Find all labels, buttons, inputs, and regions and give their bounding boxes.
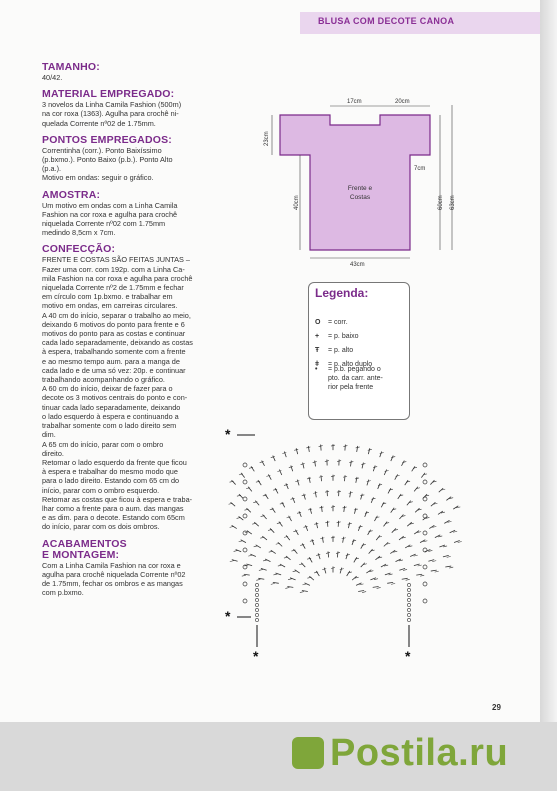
stitch-bar xyxy=(399,560,403,561)
stitch-bar xyxy=(288,579,292,580)
chart-marker-3: * xyxy=(405,648,411,664)
double-crochet-symbol-icon: Ŧ xyxy=(315,347,320,354)
stitch-mark xyxy=(399,515,403,519)
stitch-bar xyxy=(259,569,263,570)
legend-item-corr: O = corr. xyxy=(315,319,348,326)
stitch-mark xyxy=(354,508,356,514)
stitch-bar xyxy=(360,584,364,585)
stitch-mark xyxy=(287,586,293,587)
stitch-bar xyxy=(375,517,379,518)
stitch-mark xyxy=(273,582,279,583)
stitch-bar xyxy=(438,536,442,537)
stitch-bar xyxy=(389,574,393,575)
stitch-mark xyxy=(410,554,415,556)
stitch-mark xyxy=(258,480,261,485)
stitch-mark xyxy=(358,591,364,592)
chain-stitch xyxy=(243,480,247,484)
stitch-bar xyxy=(285,587,289,588)
stitch-mark xyxy=(378,483,380,489)
dim-7cm: 7cm xyxy=(414,166,426,172)
stitch-bar xyxy=(377,587,381,588)
stitch-mark xyxy=(351,461,352,467)
stitch-mark xyxy=(361,494,363,500)
stitch-mark xyxy=(279,522,283,527)
stitch-mark xyxy=(387,582,393,583)
stitch-bar xyxy=(242,575,246,576)
chain-stitch xyxy=(255,593,258,596)
stitch-bar xyxy=(428,550,432,551)
stitch-mark xyxy=(354,557,357,562)
dim-60cm: 60cm xyxy=(438,195,444,210)
legend-item-pbaixo: + = p. baixo xyxy=(315,333,359,340)
dim-63cm: 63cm xyxy=(450,195,456,210)
chart-marker-2: * xyxy=(253,648,259,664)
chart-marker-0: * xyxy=(225,426,231,442)
stitch-mark xyxy=(361,563,365,567)
stitch-mark xyxy=(439,488,443,492)
stitch-mark xyxy=(352,539,354,545)
legend-item-palto: Ŧ = p. alto xyxy=(315,347,354,354)
treble-crochet-symbol-icon: ǂ xyxy=(315,361,320,368)
stitch-bar xyxy=(302,584,306,585)
chain-stitch xyxy=(407,603,410,606)
chain-stitch xyxy=(255,603,258,606)
stitch-bar xyxy=(389,489,393,490)
stitch-bar xyxy=(271,583,275,584)
stitch-mark xyxy=(402,578,408,579)
stitch-bar xyxy=(269,551,273,552)
stitch-mark xyxy=(405,480,408,485)
stitch-bar xyxy=(271,457,275,458)
chain-stitch xyxy=(255,618,258,621)
stitch-mark xyxy=(392,528,396,532)
chain-stitch xyxy=(407,598,410,601)
stitch-mark xyxy=(344,475,345,481)
stitch-mark xyxy=(352,576,357,580)
stitch-mark xyxy=(384,542,388,546)
stitch-mark xyxy=(231,502,236,506)
stitch-bar xyxy=(369,531,373,532)
stitch-mark xyxy=(421,473,425,478)
stitch-mark xyxy=(391,456,393,461)
chain-stitch xyxy=(423,497,427,501)
stitch-bar xyxy=(239,541,243,542)
stitch-mark xyxy=(254,522,259,526)
stitch-mark xyxy=(286,556,291,560)
section-heading-acabamentos: ACABAMENTOS E MONTAGEM: xyxy=(42,537,127,561)
stitch-bar xyxy=(273,574,277,575)
stitch-bar xyxy=(256,579,260,580)
stitch-mark xyxy=(337,551,338,557)
stitch-bar xyxy=(234,550,238,551)
stitch-mark xyxy=(232,480,236,484)
stitch-mark xyxy=(262,536,267,540)
stitch-mark xyxy=(391,508,394,513)
garment-schematic xyxy=(250,90,465,270)
stitch-mark xyxy=(279,469,281,475)
dim-23cm: 23cm xyxy=(264,131,270,146)
chain-stitch xyxy=(423,531,427,535)
stitch-mark xyxy=(388,488,391,493)
stitch-mark xyxy=(268,474,271,479)
stitch-mark xyxy=(356,583,361,586)
stitch-mark xyxy=(398,494,401,499)
stitch-mark xyxy=(272,508,275,513)
stitch-bar xyxy=(458,542,462,543)
stitch-mark xyxy=(435,535,440,538)
stitch-bar xyxy=(453,531,457,532)
stitch-mark xyxy=(380,451,382,457)
stitch-mark xyxy=(316,571,319,576)
chain-stitch xyxy=(407,613,410,616)
stitch-mark xyxy=(293,549,297,554)
stitch-mark xyxy=(356,477,357,483)
stitch-bar xyxy=(374,579,378,580)
chain-stitch xyxy=(243,514,247,518)
stitch-mark xyxy=(384,522,388,527)
stitch-mark xyxy=(263,515,267,519)
stitch-mark xyxy=(362,463,363,469)
stitch-bar xyxy=(355,558,359,559)
page-number: 29 xyxy=(492,703,501,712)
stitch-bar xyxy=(263,560,267,561)
stitch-mark xyxy=(373,466,375,472)
chain-stitch xyxy=(407,593,410,596)
stitch-bar xyxy=(300,592,304,593)
stitch-mark xyxy=(248,487,252,492)
stitch-bar xyxy=(378,484,382,485)
stitch-mark xyxy=(315,491,316,497)
watermark-text: Postila.ru xyxy=(330,732,509,774)
section-heading-material: MATERIAL EMPREGADO: xyxy=(42,88,175,101)
stitch-mark xyxy=(273,456,275,461)
stitch-mark xyxy=(308,446,309,452)
chain-stitch xyxy=(243,463,247,467)
stitch-mark xyxy=(239,516,244,520)
stitch-mark xyxy=(368,448,369,454)
stitch-mark xyxy=(251,466,254,471)
stitch-bar xyxy=(406,579,410,580)
stitch-mark xyxy=(347,571,350,576)
stitch-mark xyxy=(295,570,300,573)
stitch-mark xyxy=(282,502,285,507)
stitch-mark xyxy=(244,574,250,575)
chain-stitch xyxy=(423,463,427,467)
chain-stitch xyxy=(243,548,247,552)
stitch-mark xyxy=(407,522,412,526)
stitch-mark xyxy=(302,543,305,548)
stitch-mark xyxy=(365,511,367,517)
stitch-mark xyxy=(343,537,344,543)
stitch-mark xyxy=(241,473,245,478)
chain-stitch xyxy=(255,598,258,601)
stitch-mark xyxy=(361,543,364,548)
stitch-mark xyxy=(373,586,379,587)
stitch-mark xyxy=(430,480,434,484)
crochet-chart xyxy=(215,425,470,665)
stitch-bar xyxy=(418,565,422,566)
stitch-bar xyxy=(278,565,282,566)
stitch-mark xyxy=(309,576,314,580)
chain-stitch xyxy=(407,618,410,621)
stitch-mark xyxy=(450,530,455,533)
stitch-mark xyxy=(262,461,265,466)
stitch-bar xyxy=(284,484,288,485)
chart-marker-1: * xyxy=(225,608,231,624)
stitch-bar xyxy=(362,544,366,545)
page-edge-shadow xyxy=(540,0,557,730)
stitch-mark xyxy=(271,550,276,553)
chain-stitch xyxy=(243,582,247,586)
chain-stitch xyxy=(407,608,410,611)
stitch-mark xyxy=(358,525,360,531)
stitch-bar xyxy=(391,457,395,458)
legend-title: Legenda: xyxy=(315,286,369,300)
stitch-mark xyxy=(309,477,310,483)
stitch-bar xyxy=(277,470,281,471)
stitch-mark xyxy=(301,563,305,567)
instructions-column xyxy=(42,62,210,604)
stitch-mark xyxy=(293,497,295,503)
stitch-mark xyxy=(401,461,404,466)
stitch-bar xyxy=(391,583,395,584)
stitch-bar xyxy=(304,526,308,527)
section-heading-confeccao: CONFECÇÃO: xyxy=(42,243,116,256)
stitch-mark xyxy=(316,522,317,528)
chain-stitch xyxy=(423,599,427,603)
dim-43cm: 43cm xyxy=(350,262,365,268)
stitch-mark xyxy=(296,448,297,454)
chain-stitch xyxy=(255,613,258,616)
stitch-bar xyxy=(447,556,451,557)
stitch-mark xyxy=(265,494,268,499)
stitch-mark xyxy=(321,506,322,512)
stitch-mark xyxy=(384,469,386,475)
legend-item-paltoduplo: ǂ = p. alto duplo xyxy=(315,361,373,368)
stitch-mark xyxy=(286,535,290,540)
dim-17cm: 17cm xyxy=(347,99,362,105)
chain-stitch xyxy=(255,583,258,586)
stitch-bar xyxy=(420,575,424,576)
blouse-piece xyxy=(280,115,430,250)
stitch-mark xyxy=(340,568,342,574)
section-text-pontos: Correntinha (corr.). Ponto Baixíssimo (p.bxmo.). Ponto Baixo (p.b.). Ponto Alto (p.a.). Motivo em ondas: seguir o gráfico. xyxy=(42,145,173,183)
stitch-mark xyxy=(302,591,308,592)
stitch-mark xyxy=(346,553,348,559)
section-heading-tamanho: TAMANHO: xyxy=(42,61,100,73)
stitch-mark xyxy=(395,474,398,479)
stitch-mark xyxy=(374,516,377,521)
stitch-mark xyxy=(348,522,349,528)
stitch-bar xyxy=(365,512,369,513)
chain-stitch xyxy=(407,583,410,586)
stitch-mark xyxy=(445,566,451,567)
stitch-bar xyxy=(297,512,301,513)
stitch-bar xyxy=(432,561,436,562)
stitch-bar xyxy=(358,526,362,527)
stitch-mark xyxy=(407,501,411,506)
chain-stitch xyxy=(423,565,427,569)
chain-stitch xyxy=(423,582,427,586)
single-crochet-symbol-icon: + xyxy=(315,333,320,340)
legend-box xyxy=(308,282,410,420)
chain-stitch xyxy=(423,514,427,518)
section-heading-pontos: PONTOS EMPREGADOS: xyxy=(42,133,173,146)
dim-40cm: 40cm xyxy=(294,195,300,210)
page-title: BLUSA COM DECOTE CANOA xyxy=(318,16,455,26)
stitch-mark xyxy=(315,461,316,467)
stitch-mark xyxy=(357,446,358,452)
stitch-mark xyxy=(247,531,252,534)
stitch-mark xyxy=(303,463,304,469)
stitch-mark xyxy=(286,483,288,489)
stitch-mark xyxy=(275,488,278,493)
chain-symbol-icon: O xyxy=(315,319,321,326)
front-post-symbol-icon: • xyxy=(315,366,318,373)
stitch-bar xyxy=(362,592,366,593)
section-text-amostra: Um motivo em ondas com a Linha Camila Fashion na cor roxa e agulha para crochê niquelada Corrente nº02 com 1.75mm medindo 8,5cm x 7cm. xyxy=(42,200,178,238)
stitch-mark xyxy=(344,506,345,512)
dim-20cm: 20cm xyxy=(395,99,410,105)
stitch-mark xyxy=(381,502,384,507)
stitch-mark xyxy=(369,549,373,554)
chain-stitch xyxy=(243,531,247,535)
section-text-material: 3 novelos da Linha Camila Fashion (500m) na cor roxa (1363). Agulha para crochê ni- quelada Corrente nº02 de 1.75mm. xyxy=(42,100,182,128)
stitch-mark xyxy=(415,508,419,512)
stitch-mark xyxy=(289,516,292,521)
legend-item-pb-frente: • = p.b. pegando o pto. da carr. ante- rior pela frente xyxy=(315,366,383,391)
stitch-bar xyxy=(248,555,252,556)
stitch-bar xyxy=(230,561,234,562)
stitch-bar xyxy=(371,498,375,499)
stitch-bar xyxy=(449,567,453,568)
stitch-mark xyxy=(321,475,322,481)
chain-stitch xyxy=(407,588,410,591)
stitch-mark xyxy=(239,494,243,498)
stitch-bar xyxy=(291,498,295,499)
stitch-mark xyxy=(258,578,264,579)
stitch-bar xyxy=(396,475,400,476)
stitch-mark xyxy=(416,574,422,575)
chain-stitch xyxy=(243,497,247,501)
stitch-bar xyxy=(254,546,258,547)
stitch-mark xyxy=(376,535,380,540)
chain-stitch xyxy=(255,608,258,611)
stitch-mark xyxy=(431,570,437,571)
section-text-confeccao: FRENTE E COSTAS SÃO FEITAS JUNTAS – Fazer uma corr. com 192p. com a Linha Ca- mila Fashion na cor roxa e agulha para crochê niquelada Corrente nº2 de 1.75mm e fechar em círculo com 1p.bxmo. e trabalhar em motivo em ondas, em carreiras circulares. A 40 cm do início, separar o trabalho ao meio, deixando 6 motivos do ponto para frente e 6 motivos do ponto para as costas e continuar cada lado separadamente, deixando as costas à espera, trabalhando somente com a frente e ao mesmo tempo aum. para a manga de cada lado e de uma só vez: 20p. e continuar trabalhando acompanhando o gráfico. A 60 cm do início, deixar de fazer para o decote os 3 motivos centrais do ponto e con- tinuar cada lado separadamente, deixando o lado esquerdo à espera e continuando a trabalhar somente com o lado direito sem dim. A 65 cm do início, parar com o ombro direito. Retomar o lado esquerdo da frente que ficou à espera e trabalhar do mesmo modo que para o lado direito. Estando com 65 cm do início, parar com o ombro esquerdo. Retomar as costas que ficou à espera e traba- lhar como a frente para o aum. das mangas e as dim. para o decote. Estando com 65cm do início, parar com os dois ombros. xyxy=(42,255,193,532)
stitch-mark xyxy=(246,508,250,512)
stitch-mark xyxy=(270,528,274,532)
stitch-mark xyxy=(255,501,259,506)
stitch-bar xyxy=(402,462,406,463)
stitch-mark xyxy=(278,542,282,546)
stitch-bar xyxy=(414,555,418,556)
stitch-mark xyxy=(367,480,369,486)
stitch-mark xyxy=(414,487,418,492)
stitch-mark xyxy=(428,560,434,562)
stitch-mark xyxy=(328,551,329,557)
section-heading-amostra: AMOSTRA: xyxy=(42,188,101,201)
stitch-bar xyxy=(230,526,234,527)
chain-stitch xyxy=(243,599,247,603)
stitch-mark xyxy=(412,466,415,471)
section-text-tamanho: 40/42. xyxy=(42,73,63,82)
stitch-bar xyxy=(403,569,407,570)
stitch-mark xyxy=(371,497,373,503)
stitch-mark xyxy=(295,530,298,535)
section-text-acabamentos: Com a Linha Camila Fashion na cor roxa e agulha para crochê niquelada Corrente nº02 de 1.75mm, fechar os ombros e as mangas com p.bxmo. xyxy=(42,560,186,598)
stitch-bar xyxy=(293,571,297,572)
chain-stitch xyxy=(255,588,258,591)
chain-stitch xyxy=(423,480,427,484)
stitch-mark xyxy=(350,491,351,497)
stitch-mark xyxy=(443,555,449,557)
stitch-bar xyxy=(385,470,389,471)
stitch-bar xyxy=(443,546,447,547)
stitch-mark xyxy=(322,537,323,543)
watermark-logo-icon xyxy=(292,737,324,769)
stitch-mark xyxy=(309,557,312,562)
stitch-bar xyxy=(435,571,439,572)
stitch-bar xyxy=(382,503,386,504)
stitch-mark xyxy=(396,559,401,562)
piece-label: Frente e Costas xyxy=(347,185,373,201)
stitch-mark xyxy=(368,530,371,535)
